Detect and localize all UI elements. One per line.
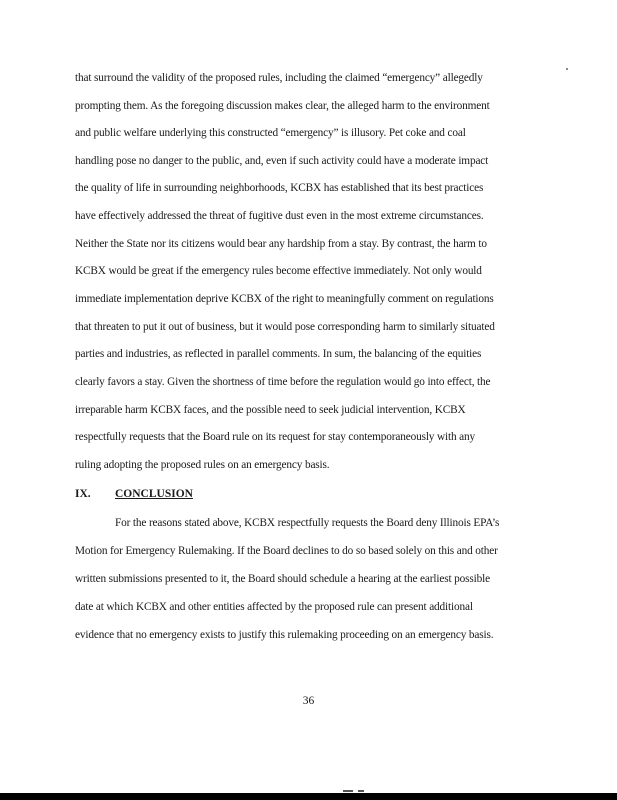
body-line: that surround the validity of the proposed rules, including the claimed “emergency” allegedly [75,72,483,84]
conclusion-line: Motion for Emergency Rulemaking. If the Board declines to do so based solely on this and other [75,545,498,557]
scan-artifact [358,790,364,792]
section-heading: CONCLUSION [115,488,193,500]
body-line: parties and industries, as reflected in parallel comments. In sum, the balancing of the equities [75,348,482,360]
body-line: the quality of life in surrounding neighborhoods, KCBX has established that its best practices [75,182,484,194]
body-line: have effectively addressed the threat of fugitive dust even in the most extreme circumstances. [75,210,484,222]
body-line: handling pose no danger to the public, and, even if such activity could have a moderate impact [75,155,489,167]
body-line: prompting them. As the foregoing discussion makes clear, the alleged harm to the environment [75,100,490,112]
body-line: and public welfare underlying this constructed “emergency” is illusory. Pet coke and coal [75,127,466,139]
body-line: irreparable harm KCBX faces, and the possible need to seek judicial intervention, KCBX [75,404,466,416]
scan-artifact [343,790,353,792]
body-line: immediate implementation deprive KCBX of the right to meaningfully comment on regulations [75,293,494,305]
conclusion-line: written submissions presented to it, the Board should schedule a hearing at the earliest possible [75,573,490,585]
body-line: ruling adopting the proposed rules on an emergency basis. [75,459,330,471]
conclusion-line: date at which KCBX and other entities affected by the proposed rule can present additional [75,601,473,613]
body-line: respectfully requests that the Board rule on its request for stay contemporaneously with any [75,431,475,443]
conclusion-line: evidence that no emergency exists to justify this rulemaking proceeding on an emergency basis. [75,629,494,641]
body-line: clearly favors a stay. Given the shortness of time before the regulation would go into effect, the [75,376,491,388]
margin-mark [566,68,568,70]
body-line: that threaten to put it out of business, but it would pose corresponding harm to similarly situated [75,321,495,333]
conclusion-line: For the reasons stated above, KCBX respectfully requests the Board deny Illinois EPA’s [115,517,500,529]
body-line: Neither the State nor its citizens would bear any hardship from a stay. By contrast, the harm to [75,238,487,250]
section-number: IX. [75,488,91,500]
scan-bottom-border [0,793,617,800]
page-number: 36 [302,695,315,707]
body-line: KCBX would be great if the emergency rules become effective immediately. Not only would [75,265,482,277]
